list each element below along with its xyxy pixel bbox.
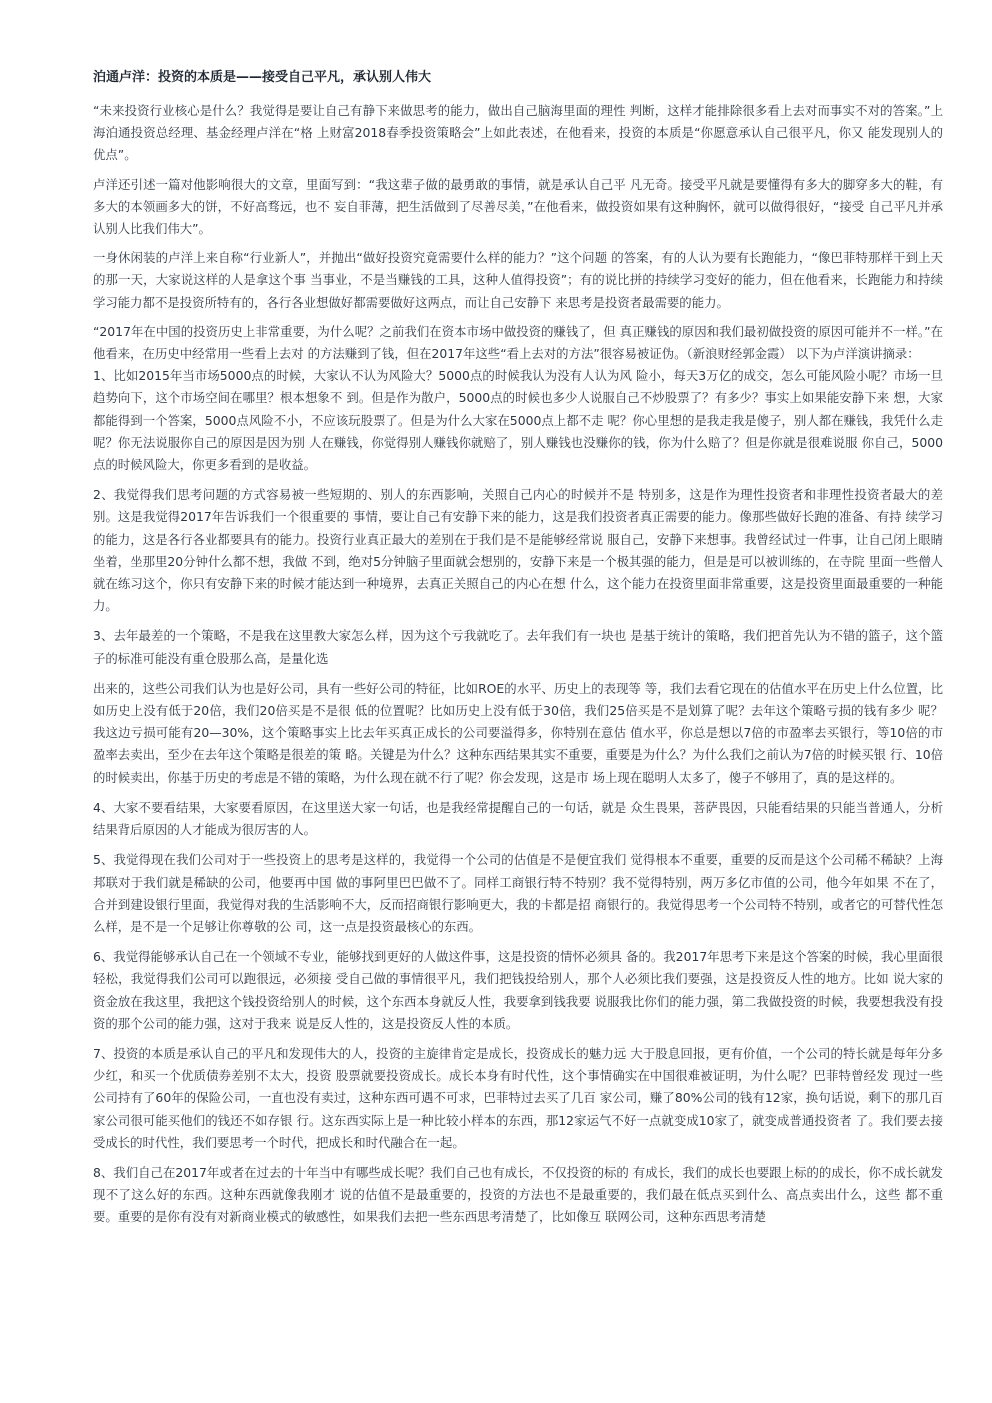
paragraph-point-2: 2、我觉得我们思考问题的方式容易被一些短期的、别人的东西影响，关照自己内心的时候并不是 特别多，这是作为理性投资者和非理性投资者最大的差别。这是我觉得2017年告诉我们一个很重要的 事情，要让自己有安静下来的能力，这是我们投资者真正需要的能力。像那些做好长跑的准备、有持 续学习的能力，这是各行各业都要具有的能力。投资行业真正最大的差别在于我们是不是能够经常说 服自己，安静下来想事。我曾经试过一件事，让自己闭上眼睛坐着，坐那里20分钟什么都不想，我做 不到，绝对5分钟脑子里面就会想别的，安静下来是一个极其强的能力，但是是可以被训练的，在寺院 里面一些僧人就在练习这个，你只有安静下来的时候才能达到一种境界，去真正关照自己的内心在想 什么，这个能力在投资里面非常重要，这是投资里面最重要的一种能力。: [93, 487, 943, 614]
paragraph-quote: 卢洋还引述一篇对他影响很大的文章，里面写到：“我这辈子做的最勇敢的事情，就是承认自己平 凡无奇。接受平凡就是要懂得有多大的脚穿多大的鞋，有多大的本领画多大的饼，不好高骛远，也不 妄自菲薄，把生活做到了尽善尽美，”在他看来，做投资如果有这种胸怀，就可以做得很好，“接受 自己平凡并承认别人比我们伟大”。: [93, 176, 943, 237]
paragraph-point-7: 7、投资的本质是承认自己的平凡和发现伟大的人，投资的主旋律肯定是成长，投资成长的魅力远 大于股息回报，更有价值，一个公司的特长就是每年分多少红，和买一个优质债券差别不太大，投资 股票就要投资成长。成长本身有时代性，这个事情确实在中国很难被证明，为什么呢？巴菲特曾经发 现过一些公司持有了60年的保险公司，一直也没有卖过，这种东西可遇不可求，巴菲特过去买了几百 家公司，赚了80%公司的钱有12家，换句话说，剩下的那几百家公司很可能买他们的钱还不如存银 行。这东西实际上是一种比较小样本的东西，那12家运气不好一点就变成10家了，就变成普通投资者 了。我们要去接受成长的时代性，我们要思考一个时代，把成长和时代融合在一起。: [93, 1045, 943, 1150]
paragraph-point-8: 8、我们自己在2017年或者在过去的十年当中有哪些成长呢？我们自己也有成长，不仅投资的标的 有成长，我们的成长也要跟上标的的成长，你不成长就发现不了这么好的东西。这种东西就像我刚才 说的估值不是最重要的，投资的方法也不是最重要的，我们最在低点买到什么、高点卖出什么，这些 都不重要。重要的是你有没有对新商业模式的敏感性，如果我们去把一些东西思考清楚了，比如像互 联网公司，这种东西思考清楚: [93, 1164, 943, 1225]
paragraph-2017: “2017年在中国的投资历史上非常重要，为什么呢？之前我们在资本市场中做投资的赚钱了，但 真正赚钱的原因和我们最初做投资的原因可能并不一样。”在他看来，在历史中经常用一些看上去对 的方法赚到了钱，但在2017年这些“看上去对的方法”很容易被证伪。（新浪财经郭金霞） 以下为卢洋演讲摘录：: [93, 323, 943, 362]
document-page: [93, 68, 943, 1237]
paragraph-point-3: 3、去年最差的一个策略，不是我在这里教大家怎么样，因为这个亏我就吃了。去年我们有一块也 是基于统计的策略，我们把首先认为不错的篮子，这个篮子的标准可能没有重仓股那么高，是量化选: [93, 628, 943, 666]
paragraph-point-6: 6、我觉得能够承认自己在一个领域不专业，能够找到更好的人做这件事，这是投资的情怀必须具 备的。我2017年思考下来是这个答案的时候，我心里面很轻松，我觉得我们公司可以跑很远，必须接 受自己做的事情很平凡，我们把钱投给别人，那个人必须比我们要强，这是投资反人性的地方。比如 说大家的资金放在我这里，我把这个钱投资给别人的时候，这个东西本身就反人性，我要拿到钱我要 说服我比你们的能力强，第二我做投资的时候，我要想我没有投资的那个公司的能力强，这对于我来 说是反人性的，这是投资反人性的本质。: [93, 949, 943, 1031]
paragraph-point-3-cont: 出来的，这些公司我们认为也是好公司，具有一些好公司的特征，比如ROE的水平、历史上的表现等 等，我们去看它现在的估值水平在历史上什么位置，比如历史上没有低于20倍，我们20倍买是不是很 低的位置呢？比如历史上没有低于30倍，我们25倍买是不是划算了呢？去年这个策略亏损的钱有多少 呢？我这边亏损可能有20—30%，这个策略事实上比去年买真正成长的公司要溢得多，你特别在意估 值水平，你总是想以7倍的市盈率去买银行，等10倍的市盈率去卖出，至少在去年这个策略是很差的策 略。关键是为什么？这种东西结果其实不重要，重要是为什么？为什么我们之前认为7倍的时候买银 行、10倍的时候卖出，你基于历史的考虑是不错的策略，为什么现在就不行了呢？你会发现，这是市 场上现在聪明人太多了，傻子不够用了，真的是这样的。: [93, 680, 943, 785]
paragraph-point-1: 1、比如2015年当市场5000点的时候，大家认不认为风险大？5000点的时候我认为没有人认为风 险小，每天3万亿的成交，怎么可能风险小呢？市场一旦趋势向下，这个市场空间在哪里？根本想象不 到。但是作为散户，5000点的时候也多少人说服自己不炒股票了？有多少？事实上如果能安静下来 想，大家都能得到一个答案，5000点风险不小，不应该玩股票了。但是为什么大家在5000点上都不走 呢？你心里想的是我走我是傻子，别人都在赚钱，我凭什么走呢？你无法说服你自己的原因是因为别 人在赚钱，你觉得别人赚钱你就赔了，别人赚钱也没赚你的钱，你为什么赔了？但是你就是很难说服 你自己，5000点的时候风险大，你更多看到的是收益。: [93, 368, 943, 473]
paragraph-point-4: 4、大家不要看结果，大家要看原因，在这里送大家一句话，也是我经常提醒自己的一句话，就是 众生畏果，菩萨畏因，只能看结果的只能当普通人，分析结果背后原因的人才能成为很厉害的人。: [93, 799, 943, 838]
paragraph-new-person: 一身休闲装的卢洋上来自称“行业新人”，并抛出“做好投资究竟需要什么样的能力？”这个问题 的答案，有的人认为要有长跑能力，“像巴菲特那样干到上天的那一天，大家说这样的人是拿这个事 当事业，不是当赚钱的工具，这种人值得投资”；有的说比拼的持续学习变好的能力，但在他看来，长跑能力和持续学习能力都不是投资所特有的，各行各业想做好都需要做好这两点，而让自己安静下 来思考是投资者最需要的能力。: [93, 250, 943, 310]
paragraph-intro: “未来投资行业核心是什么？我觉得是要让自己有静下来做思考的能力，做出自己脑海里面的理性 判断，这样才能排除很多看上去对而事实不对的答案。”上海泊通投资总经理、基金经理卢洋在“格 上财富2018春季投资策略会”上如此表述，在他看来，投资的本质是“你愿意承认自己很平凡，你又 能发现别人的优点”。: [93, 103, 943, 163]
paragraph-point-5: 5、我觉得现在我们公司对于一些投资上的思考是这样的，我觉得一个公司的估值是不是便宜我们 觉得根本不重要，重要的反而是这个公司稀不稀缺？上海邦联对于我们就是稀缺的公司，他要再中国 做的事阿里巴巴做不了。同样工商银行特不特别？我不觉得特别，两万多亿市值的公司，他今年如果 不在了，合并到建设银行里面，我觉得对我的生活影响不大，反而招商银行影响更大，我的卡都是招 商银行的。我觉得思考一个公司特不特别，或者它的可替代性怎么样，是不是一个足够让你尊敬的公 司，这一点是投资最核心的东西。: [93, 852, 943, 934]
article-title: 泊通卢洋：投资的本质是——接受自己平凡，承认别人伟大: [93, 70, 432, 85]
